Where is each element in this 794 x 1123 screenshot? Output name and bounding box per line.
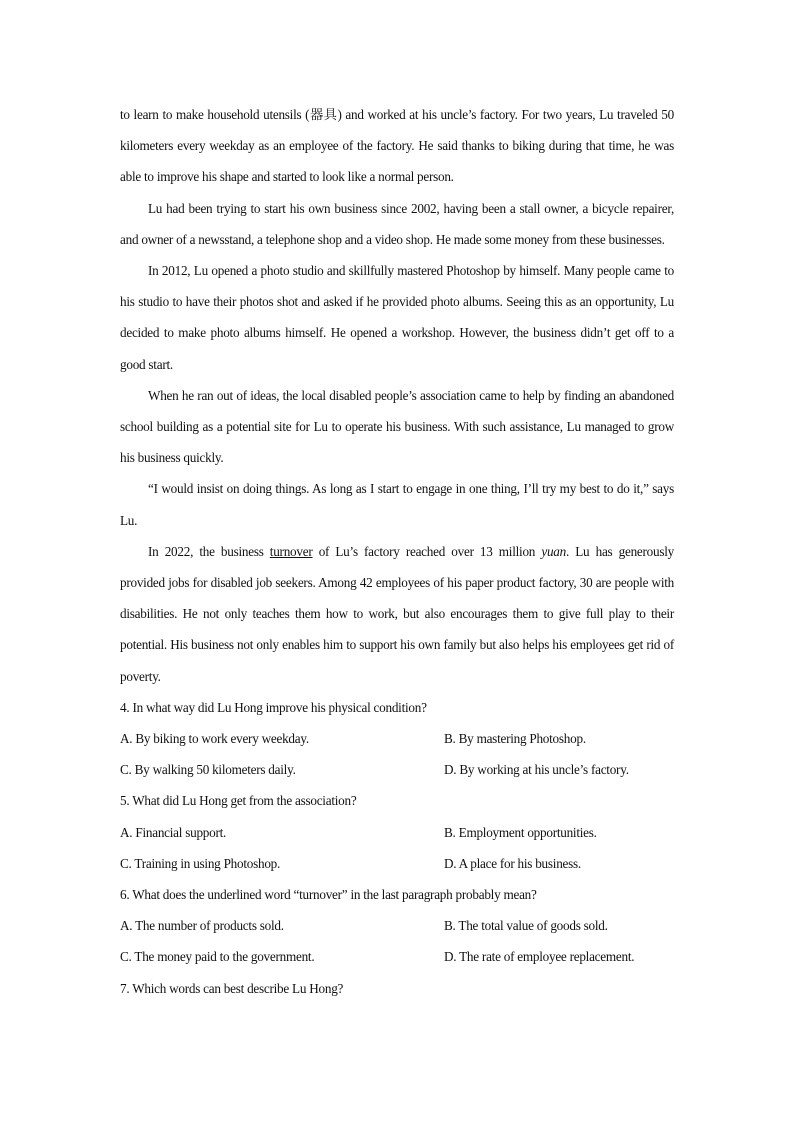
- paragraph-1: to learn to make household utensils (器具) and worked at his uncle’s factory. For two years, Lu traveled 50 kilometers every weekday as an employee of the factory. He said thanks to biking during that time, he was able to improve his shape and started to look like a normal person.: [120, 107, 674, 185]
- underlined-word: turnover: [269, 543, 313, 559]
- question-6-option-d: D. The rate of employee replacement.: [444, 949, 635, 965]
- paragraph-5: “I would insist on doing things. As long as I start to engage in one thing, I’ll try my best to do it,” says Lu.: [120, 481, 674, 528]
- paragraph-6: [120, 536, 674, 692]
- question-7-stem: 7. Which words can best describe Lu Hong?: [120, 980, 344, 996]
- question-4-option-c: C. By walking 50 kilometers daily.: [120, 762, 296, 778]
- question-5-stem: 5. What did Lu Hong get from the association?: [120, 793, 357, 809]
- question-6-options: [120, 910, 674, 972]
- question-4-option-b: B. By mastering Photoshop.: [444, 731, 586, 747]
- paragraph-4: When he ran out of ideas, the local disabled people’s association came to help by finding an abandoned school building as a potential site for Lu to operate his business. With such assistance, Lu managed to grow his business quickly.: [120, 387, 674, 466]
- question-4-option-a: A. By biking to work every weekday.: [120, 731, 309, 747]
- question-5-option-b: B. Employment opportunities.: [444, 824, 597, 840]
- question-6-option-a: A. The number of products sold.: [120, 918, 284, 934]
- document-body: [120, 99, 674, 1004]
- question-5-option-d: D. A place for his business.: [444, 855, 581, 871]
- italic-word: yuan: [541, 543, 566, 559]
- question-4-options: [120, 723, 674, 785]
- question-6-stem: 6. What does the underlined word “turnover” in the last paragraph probably mean?: [120, 887, 537, 903]
- question-4-option-d: D. By working at his uncle’s factory.: [444, 762, 629, 778]
- question-5-options: [120, 817, 674, 879]
- paragraph-6-text-e: . Lu has generously provided jobs for disabled job seekers. Among 42 employees of his paper product factory, 30 are people with disabilities. He not only teaches them how to work, but also encourages them to give full play to their potential. His business not only enables him to support his own family but also helps his employees get rid of poverty.: [120, 543, 675, 684]
- question-5-option-a: A. Financial support.: [120, 824, 227, 840]
- question-4-stem: 4. In what way did Lu Hong improve his physical condition?: [120, 699, 427, 715]
- question-6-option-c: C. The money paid to the government.: [120, 949, 315, 965]
- paragraph-6-text-a: In 2022, the business: [148, 543, 270, 559]
- paragraph-2: Lu had been trying to start his own business since 2002, having been a stall owner, a bicycle repairer, and owner of a newsstand, a telephone shop and a video shop. He made some money from these businesses.: [120, 200, 674, 247]
- question-6-option-b: B. The total value of goods sold.: [444, 918, 608, 934]
- paragraph-3: In 2012, Lu opened a photo studio and skillfully mastered Photoshop by himself. Many people came to his studio to have their photos shot and asked if he provided photo albums. Seeing this as an opportunity, Lu decided to make photo albums himself. He opened a workshop. However, the business didn’t get off to a good start.: [120, 263, 674, 372]
- paragraph-6-text-c: of Lu’s factory reached over 13 million: [312, 543, 542, 559]
- question-5-option-c: C. Training in using Photoshop.: [120, 855, 281, 871]
